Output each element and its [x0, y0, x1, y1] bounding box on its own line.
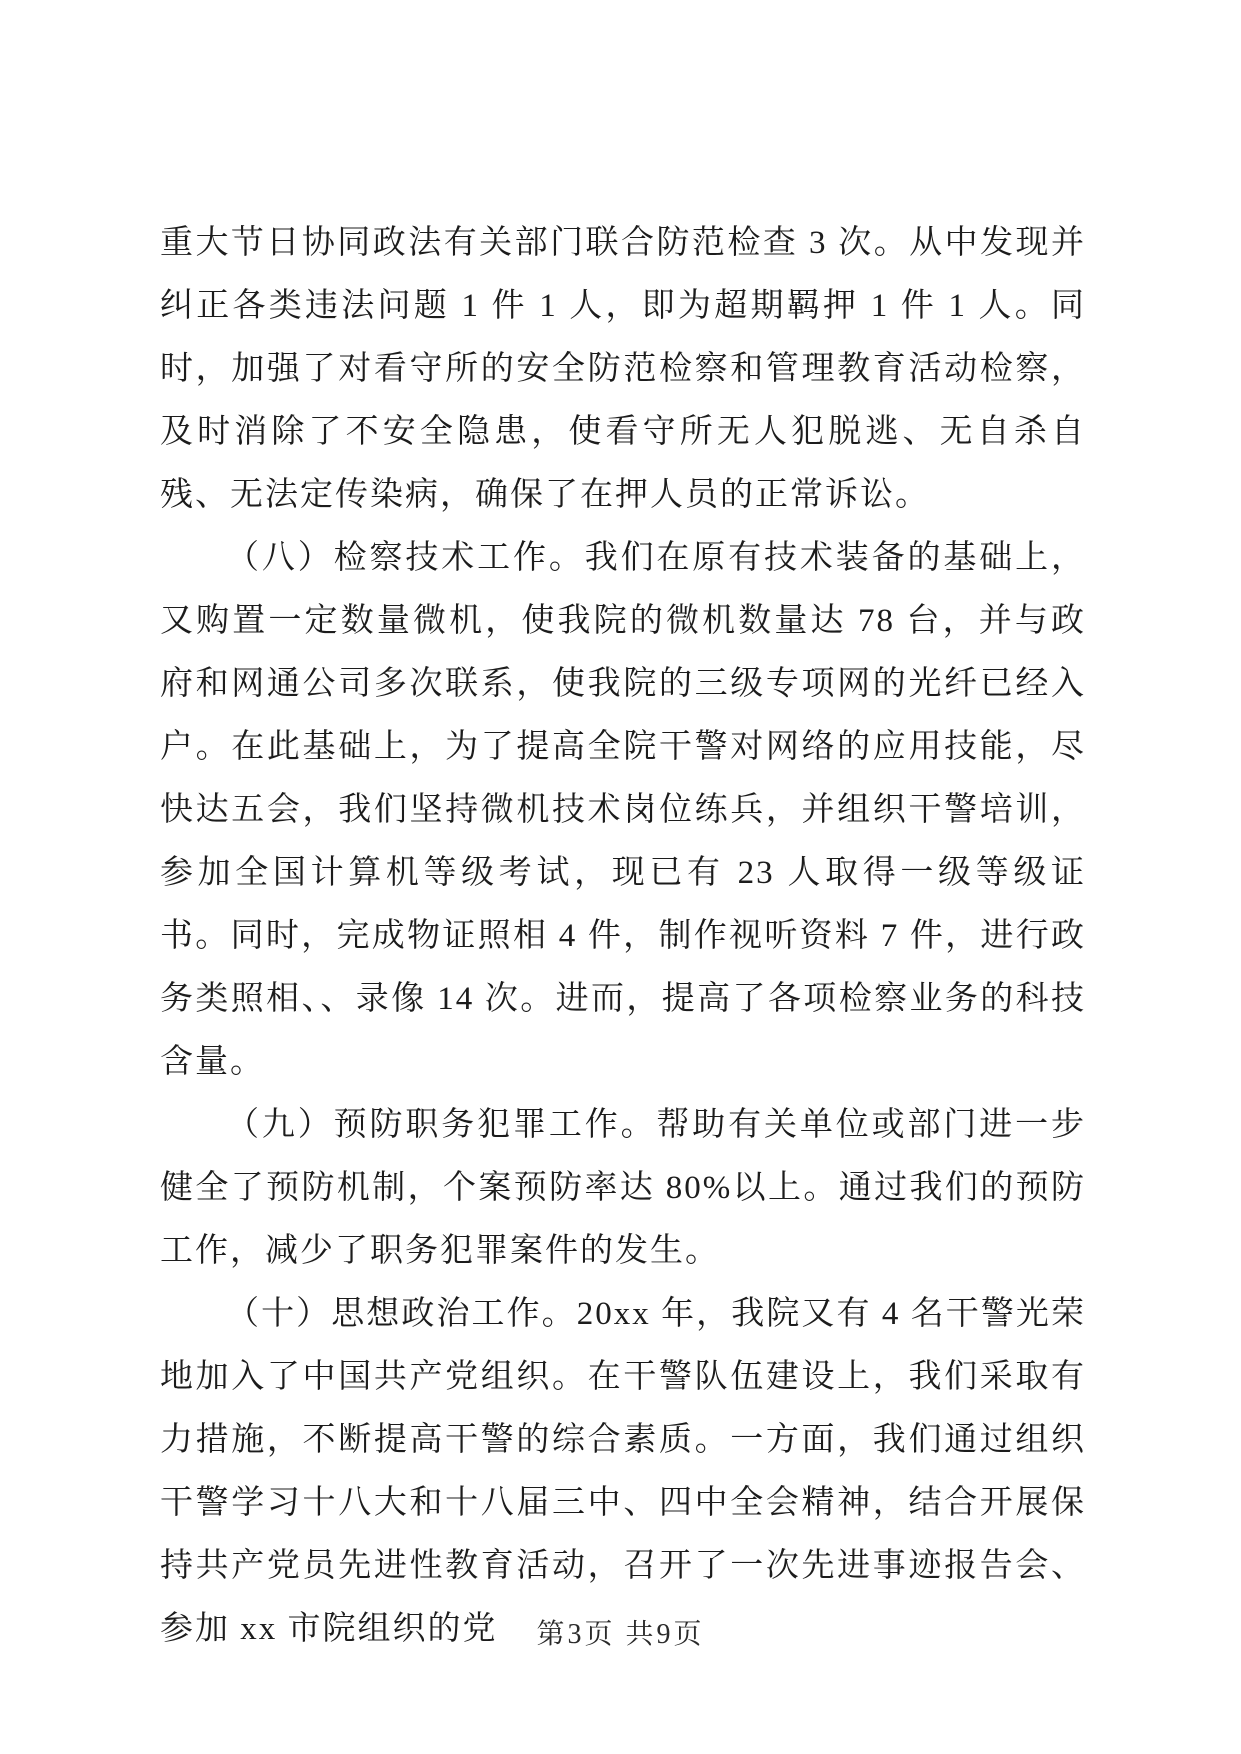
paragraph-continuation: 重大节日协同政法有关部门联合防范检查 3 次。从中发现并纠正各类违法问题 1 件 1 人，即为超期羁押 1 件 1 人。同时，加强了对看守所的安全防范检察和管理教育活动检察，及时消除了不安全隐患，使看守所无人犯脱逃、无自杀自残、无法定传染病，确保了在押人员的正常诉讼。 — [160, 225, 1087, 513]
page-footer — [0, 1612, 1241, 1652]
page-number-label: 第3页 共9页 — [536, 1619, 705, 1650]
paragraph-section-9: （九）预防职务犯罪工作。帮助有关单位或部门进一步健全了预防机制，个案预防率达 80%以上。通过我们的预防工作，减少了职务犯罪案件的发生。 — [160, 1107, 1086, 1269]
paragraph-section-10: （十）思想政治工作。20xx 年，我院又有 4 名干警光荣地加入了中国共产党组织。在干警队伍建设上，我们采取有力措施，不断提高干警的综合素质。一方面，我们通过组织干警学习十八大和十八届三中、四中全会精神，结合开展保持共产党员先进性教育活动，召开了一次先进事迹报告会、参加 xx 市院组织的党 — [160, 1296, 1086, 1647]
paragraph-section-8: （八）检察技术工作。我们在原有技术装备的基础上，又购置一定数量微机，使我院的微机数量达 78 台，并与政府和网通公司多次联系，使我院的三级专项网的光纤已经入户。在此基础上，为了提高全院干警对网络的应用技能，尽快达五会，我们坚持微机技术岗位练兵，并组织干警培训，参加全国计算机等级考试，现已有 23 人取得一级等级证书。同时，完成物证照相 4 件，制作视听资料 7 件，进行政务类照相、、录像 14 次。进而，提高了各项检察业务的科技含量。 — [160, 540, 1087, 1080]
document-body — [160, 212, 1086, 1661]
